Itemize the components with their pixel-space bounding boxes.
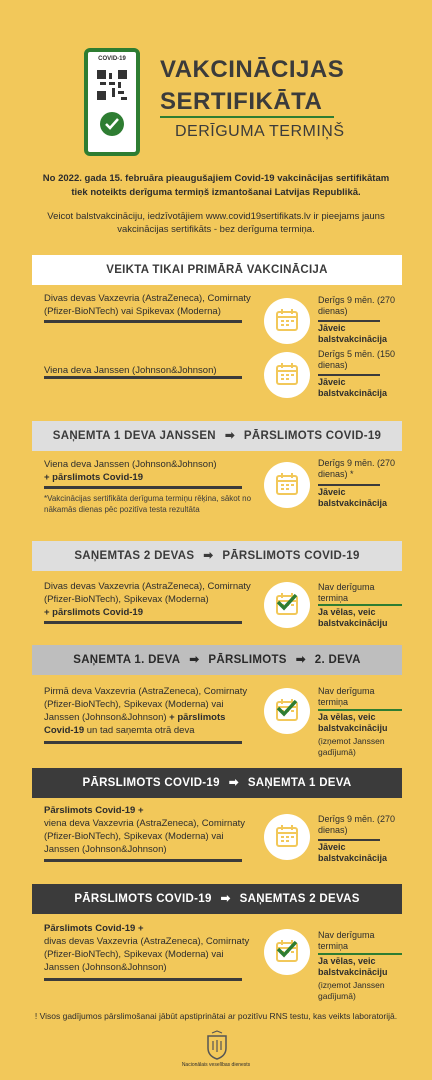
footer-note: ! Visos gadījumos pārslimošanai jābūt apstiprinātai ar pozitīvu RNS testu, kas veikts laboratorijā. bbox=[34, 1011, 398, 1021]
s3-underline bbox=[44, 621, 242, 624]
section-4-band bbox=[32, 645, 402, 675]
s1-r1-status-line bbox=[318, 320, 380, 322]
intro-bold-text: No 2022. gada 15. februāra pieaugušajiem Covid-19 vakcinācijas sertifikātam tiek noteikts derīguma termiņš izmantošanai Latvijas Republikā. bbox=[42, 173, 390, 198]
s5-status-line bbox=[318, 839, 380, 841]
section-3-band bbox=[32, 541, 402, 571]
calendar-icon bbox=[276, 363, 298, 385]
s5-desc-bold: Pārslimots Covid-19 + bbox=[44, 805, 144, 816]
title-line-2: SERTIFIKĀTA bbox=[160, 88, 323, 115]
s2-note: *Vakcinācijas sertifikāta derīguma termiņu rēķina, sākot no nākamās dienas pēc pozitīva testa rezultāta bbox=[44, 494, 252, 514]
s4-description bbox=[44, 685, 256, 737]
s5-description bbox=[44, 804, 256, 856]
s4-band-b: PĀRSLIMOTS bbox=[208, 654, 287, 666]
s6-description bbox=[44, 922, 256, 974]
section-1-band: VEIKTA TIKAI PRIMĀRĀ VAKCINĀCIJA bbox=[32, 255, 402, 285]
calendar-icon bbox=[276, 825, 298, 847]
s3-band-right: PĀRSLIMOTS COVID-19 bbox=[222, 550, 360, 562]
s4-action: Ja vēlas, veic balstvakcināciju bbox=[318, 712, 388, 733]
section-2-band bbox=[32, 421, 402, 451]
s1-r2-description: Viena deva Janssen (Johnson&Johnson) bbox=[44, 365, 217, 376]
s4-band-c: 2. DEVA bbox=[314, 654, 361, 666]
check-circle-icon bbox=[100, 112, 124, 136]
s4-calendar-circle bbox=[264, 688, 310, 734]
s6-desc-text: divas devas Vaxzevria (AstraZeneca), Comirnaty (Pfizer-BioNTech), Spikevax (Moderna) vai Janssen (Johnson&Johnson) bbox=[44, 936, 250, 973]
logo-text: Nacionālais veselības dienests bbox=[181, 1062, 251, 1068]
s4-underline bbox=[44, 741, 242, 744]
section-6-band bbox=[32, 884, 402, 914]
s5-underline bbox=[44, 859, 242, 862]
s6-action: Ja vēlas, veic balstvakcināciju bbox=[318, 956, 388, 977]
s4-desc-tail: un tad saņemta otrā deva bbox=[86, 725, 195, 736]
s3-status-line bbox=[318, 604, 402, 606]
title-line-1: VAKCINĀCIJAS bbox=[160, 56, 345, 83]
phone-label: COVID-19 bbox=[98, 56, 126, 62]
arrow-right-icon: ➡ bbox=[228, 777, 239, 789]
s2-desc-bold: + pārslimots Covid-19 bbox=[44, 472, 143, 483]
nvd-crest-logo bbox=[204, 1030, 230, 1060]
s6-status-line bbox=[318, 953, 402, 955]
s3-desc-text: Divas devas Vaxzevria (AstraZeneca), Comirnaty (Pfizer-BioNTech), Spikevax (Moderna) bbox=[44, 581, 251, 605]
arrow-right-icon: ➡ bbox=[295, 654, 306, 666]
s2-band-left: SAŅEMTA 1 DEVA JANSSEN bbox=[52, 430, 216, 442]
s5-desc-text: viena deva Vaxzevria (AstraZeneca), Comirnaty (Pfizer-BioNTech), Spikevax (Moderna) vai Janssen (Johnson&Johnson) bbox=[44, 818, 245, 855]
s1-r1-validity: Derīgs 9 mēn. (270 dienas) bbox=[318, 295, 396, 316]
title-line-3: DERĪGUMA TERMIŅŠ bbox=[175, 123, 345, 140]
s2-action: Jāveic balstvakcinācija bbox=[318, 487, 388, 508]
green-check-icon bbox=[276, 940, 298, 958]
s1-r2-validity: Derīgs 5 mēn. (150 dienas) bbox=[318, 349, 396, 370]
s3-desc-bold: + pārslimots Covid-19 bbox=[44, 607, 143, 618]
s6-band-left: PĀRSLIMOTS COVID-19 bbox=[74, 893, 212, 905]
s2-desc-text: Viena deva Janssen (Johnson&Johnson) bbox=[44, 459, 217, 470]
s3-description bbox=[44, 580, 256, 619]
s1-r1-calendar-circle bbox=[264, 298, 310, 344]
s6-band-right: SAŅEMTAS 2 DEVAS bbox=[239, 893, 360, 905]
green-check-icon bbox=[276, 593, 298, 611]
s2-band-right: PĀRSLIMOTS COVID-19 bbox=[243, 430, 382, 442]
s3-action: Ja vēlas, veic balstvakcināciju bbox=[318, 607, 388, 628]
s1-r2-action: Jāveic balstvakcinācija bbox=[318, 377, 388, 398]
s1-r1-underline bbox=[44, 320, 242, 323]
s1-r1-description: Divas devas Vaxzevria (AstraZeneca), Comirnaty (Pfizer-BioNTech) vai Spikevax (Moderna) bbox=[44, 293, 251, 317]
s4-band-a: SAŅEMTA 1. DEVA bbox=[73, 654, 181, 666]
intro-text: Veicot balstvakcināciju, iedzīvotājiem www.covid19sertifikats.lv ir pieejams jauns vakcinācijas sertifikāts - bez derīguma termiņa. bbox=[47, 211, 385, 235]
s6-underline bbox=[44, 978, 242, 981]
s1-r2-underline bbox=[44, 376, 242, 379]
s5-action: Jāveic balstvakcinācija bbox=[318, 842, 388, 863]
qr-code-icon bbox=[97, 70, 127, 100]
arrow-right-icon: ➡ bbox=[220, 893, 231, 905]
s5-band-right: SAŅEMTA 1 DEVA bbox=[247, 777, 352, 789]
s3-validity: Nav derīguma termiņa bbox=[318, 582, 375, 603]
s4-status-line bbox=[318, 709, 402, 711]
title-divider bbox=[160, 116, 334, 118]
s5-band-left: PĀRSLIMOTS COVID-19 bbox=[82, 777, 220, 789]
s4-desc-bold: + pārslimots Covid-19 bbox=[44, 712, 226, 736]
calendar-icon bbox=[276, 473, 298, 495]
s6-exception: (izņemot Janssen gadījumā) bbox=[318, 980, 385, 1001]
s6-desc-bold: Pārslimots Covid-19 + bbox=[44, 923, 144, 934]
arrow-right-icon: ➡ bbox=[189, 654, 200, 666]
s6-validity: Nav derīguma termiņa bbox=[318, 930, 375, 951]
s2-calendar-circle bbox=[264, 462, 310, 508]
s2-status-line bbox=[318, 484, 380, 486]
s1-r2-status-line bbox=[318, 374, 380, 376]
arrow-right-icon: ➡ bbox=[224, 430, 235, 442]
s4-validity: Nav derīguma termiņa bbox=[318, 686, 375, 707]
green-check-icon bbox=[276, 699, 298, 717]
calendar-icon bbox=[276, 309, 298, 331]
s4-desc-text: Pirmā deva Vaxzevria (AstraZeneca), Comirnaty (Pfizer-BioNTech), Spikevax (Moderna) vai Janssen (Johnson&Johnson) bbox=[44, 686, 248, 723]
s2-description bbox=[44, 458, 256, 484]
s3-band-left: SAŅEMTAS 2 DEVAS bbox=[74, 550, 195, 562]
arrow-right-icon: ➡ bbox=[203, 550, 214, 562]
s6-calendar-circle bbox=[264, 929, 310, 975]
s2-underline bbox=[44, 486, 242, 489]
s1-r1-action: Jāveic balstvakcinācija bbox=[318, 323, 388, 344]
s5-calendar-circle bbox=[264, 814, 310, 860]
certificate-phone-icon bbox=[84, 48, 140, 156]
s4-exception: (izņemot Janssen gadījumā) bbox=[318, 736, 385, 757]
s2-validity: Derīgs 9 mēn. (270 dienas) * bbox=[318, 458, 396, 479]
s5-validity: Derīgs 9 mēn. (270 dienas) bbox=[318, 814, 396, 835]
s1-r2-calendar-circle bbox=[264, 352, 310, 398]
section-5-band bbox=[32, 768, 402, 798]
s3-calendar-circle bbox=[264, 582, 310, 628]
